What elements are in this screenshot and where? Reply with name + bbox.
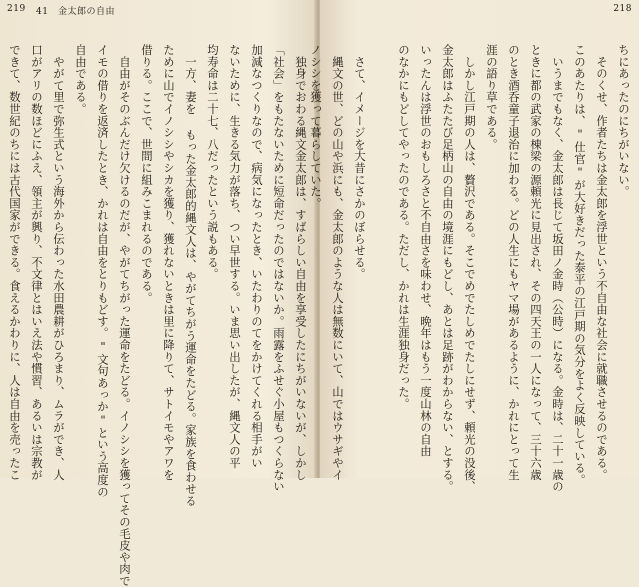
right_page-text-line: そのくせ、作者たちは金太郎を浮世という不自由な社会に就職させるのである。 <box>595 44 609 481</box>
left-page <box>0 0 316 587</box>
right_page-text-line: のなかにもどしてやったのである。ただし、かれは生涯独身だった。 <box>397 44 411 410</box>
right-page-body <box>309 44 635 493</box>
left_page-text-line: 均寿命は二十七、八だったという説もある。 <box>206 44 220 280</box>
right_page-text-line: ちにあったのにちがいない。 <box>617 44 631 198</box>
chapter-header: 41 金太郎の自由 <box>36 7 115 17</box>
right_page-text-line: 金太郎はふたたび足柄山の自由の境涯にもどし、あとは足跡がわからない、とする。 <box>441 44 455 493</box>
right_page-text-line: のとき酒呑童子退治に加わる。どの人生にもヤマ場があるように、かれにとって生 <box>507 44 521 481</box>
right_page-text-line: ときに都の武家の棟梁の源頼光に見出され、その四天王の一人になって、三十六歳 <box>529 44 543 481</box>
right_page-text-line: 涯の語り草である。 <box>485 44 499 151</box>
left-page-body <box>8 44 312 587</box>
right_page-text-line: いったんは浮世のおもしろさと不自由さを味わせ、晩年はもう一度山林の自由 <box>419 44 433 457</box>
left_page-text-line: 一方、妻を もった金太郎的縄文人は、やがてちがう運命をたどる。家族を食わせる <box>184 44 198 507</box>
right_page-text-line: いうまでもなく、金太郎は長じて坂田ノ金時（公時）になる。金時は、二十一歳の <box>551 44 565 493</box>
left_page-text-line: 口がアリの数ほどにふえ、領主が興り、不文律とはいえ法や慣習、あるいは宗教が <box>30 44 44 481</box>
left_page-text-line: 借りる。ここで、世間に組みこまれるのである。 <box>140 44 154 304</box>
right_page-text-line: ノシシを獲って暮らしていた。 <box>309 44 323 210</box>
right_page-text-line: このあたりは、"仕官"が大好きだった泰平の江戸期の気分をよく反映している。 <box>573 44 587 486</box>
left_page-text-line: ために山でイノシシやシカを獲り、獲れないときは里に降りて、サトイモやアワを <box>162 44 176 481</box>
left_page-text-line: 「社会」をもたないために短命だったのではないか。雨露をふせぐ小屋もつくらない <box>272 44 286 493</box>
left_page-text-line: 自由がそのぶんだけ欠けるのだが、やがてちがった運命をたどる。イノシシを獲ってその毛皮や肉で <box>118 44 132 587</box>
right-page-number: 218 <box>613 4 632 14</box>
right_page-text-line <box>371 44 393 454</box>
right_page-text-line: さて、イメージを大昔にさかのぼらせる。 <box>353 44 367 280</box>
left_page-text-line: 自由である。 <box>74 44 88 115</box>
right_page-text-line: しかし江戸期の人は、贅沢である。そこでめでたしめでたしにせず、頼光の没後、 <box>463 44 477 493</box>
right-page <box>309 0 639 493</box>
left_page-text-line: 独身でおわる縄文金太郎は、すばらしい自由を享受したにちがいないが、しかし <box>294 44 308 481</box>
left_page-text-line: ないために、生きる気力が落ち、つい早世する。いま思い出したが、縄文人の平 <box>228 44 242 469</box>
left_page-text-line: イモの借りを返済したとき、かれは自由をとりもどす。"文句あっか"という高度の <box>96 44 110 498</box>
left_page-text-line: やがて里で弥生式という海外から伝わった水田農耕がひろまり、ムラができ、人 <box>52 44 66 481</box>
left-page-number: 219 <box>7 4 26 14</box>
left_page-text-line: できて、数世紀のちには古代国家ができる。食えるかわりに、人は自由を売ったこ <box>8 44 22 481</box>
right_page-text-line: 縄文の世、どの山や浜にも、金太郎のような人は無数にいて、山ではウサギやイ <box>331 44 345 481</box>
left_page-text-line: 加減なつくりなので、病気になったとき、いたわりのてをかけてくれる相手がい <box>250 44 264 469</box>
